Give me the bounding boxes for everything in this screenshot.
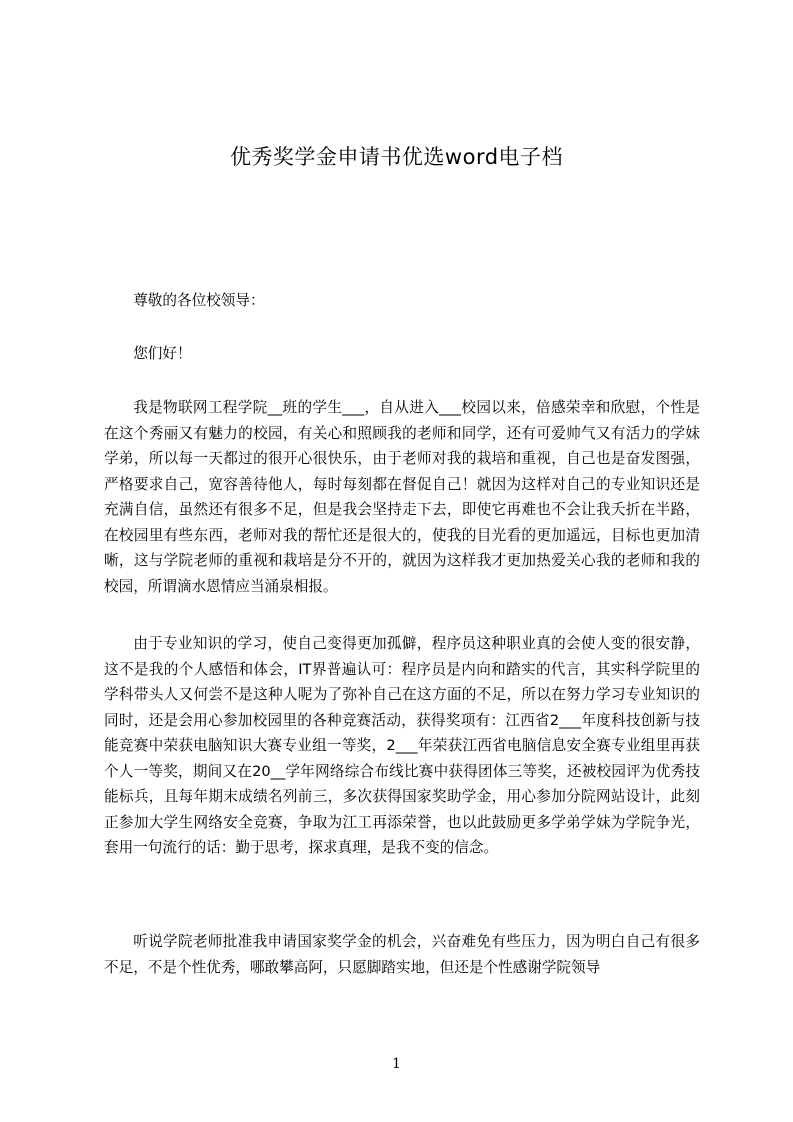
body-paragraph: 由于专业知识的学习，使自己变得更加孤僻，程序员这种职业真的会使人变的很安静，这不是我的个人感悟和体会，IT界普遍认可：程序员是内向和踏实的代言，其实科学院里的学科带头人又何尝不是这种人呢为了弥补自己在这方面的不足，所以在努力学习专业知识的同时，还是会用心参加校园里的各种竞赛活动，获得奖项有：江西省2___年度科技创新与技能竞赛中荣获电脑知识大赛专业组一等奖，2___年荣获江西省电脑信息安全赛专业组里再获个人一等奖，期间又在20__学年网络综合布线比赛中获得团体三等奖，还被校园评为优秀技能标兵，且每年期末成绩名列前三，多次获得国家奖助学金，用心参加分院网站设计，此刻正参加大学生网络安全竞赛，争取为江工再添荣誉，也以此鼓励更多学弟学妹为学院争光，套用一句流行的话：勤于思考，探求真理，是我不变的信念。: [104, 635, 700, 856]
greeting: 您们好！: [133, 345, 192, 362]
body-paragraph: 听说学院老师批准我申请国家奖学金的机会，兴奋难免有些压力，因为明白自己有很多不足，不是个性优秀，哪敢攀高阿，只愿脚踏实地，但还是个性感谢学院领导: [104, 933, 700, 976]
document-title: 优秀奖学金申请书优选word电子档: [229, 145, 564, 169]
body-paragraph: 我是物联网工程学院__班的学生___，自从进入___校园以来，倍感荣幸和欣慰，个性是在这个秀丽又有魅力的校园，有关心和照顾我的老师和同学，还有可爱帅气又有活力的学妹学弟，所以每一天都过的很开心很快乐，由于老师对我的栽培和重视，自己也是奋发图强，严格要求自己，宽容善待他人，每时每刻都在督促自己！就因为这样对自己的专业知识还是充满自信，虽然还有很多不足，但是我会坚持走下去，即使它再难也不会让我夭折在半路，在校园里有些东西，老师对我的帮忙还是很大的，使我的目光看的更加遥远，目标也更加清晰，这与学院老师的重视和栽培是分不开的，就因为这样我才更加热爱关心我的老师和我的校园，所谓滴水恩情应当涌泉相报。: [104, 399, 700, 595]
salutation: 尊敬的各位校领导：: [133, 292, 265, 309]
page-number: 1: [392, 1056, 401, 1072]
